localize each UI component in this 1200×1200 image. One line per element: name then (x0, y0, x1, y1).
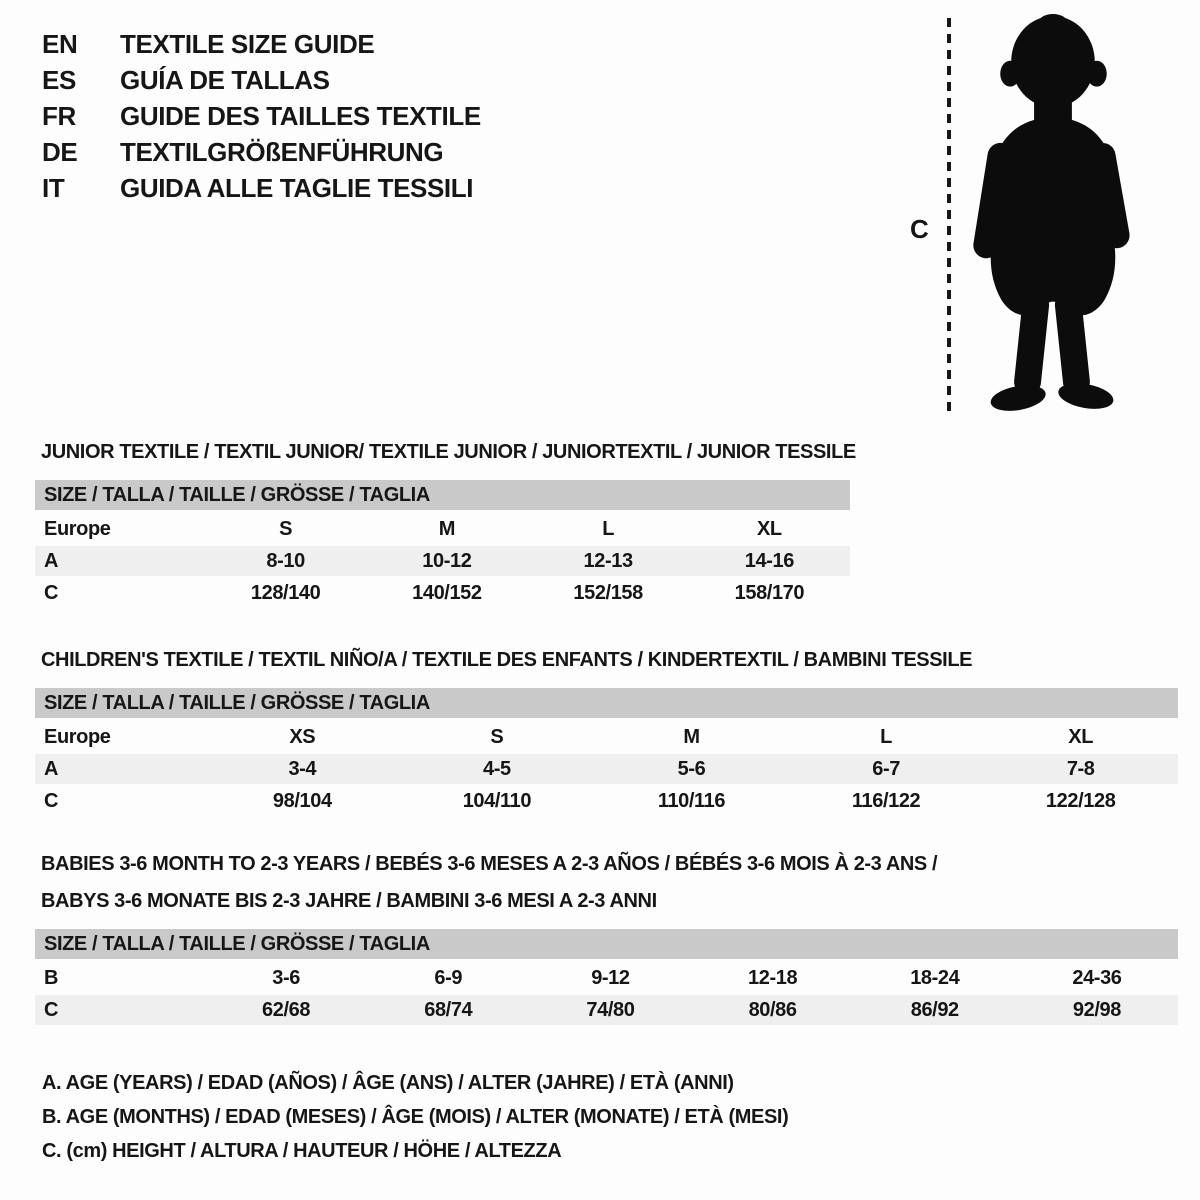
table-row (35, 786, 1178, 816)
section-heading (35, 846, 1178, 920)
row-label: A (44, 758, 59, 780)
legend-line: B. AGE (MONTHS) / EDAD (MESES) / ÂGE (MOIS) / ALTER (MONATE) / ETÀ (MESI) (42, 1106, 789, 1128)
language-row (42, 170, 481, 206)
language-title: TEXTILGRÖßENFÜHRUNG (120, 137, 444, 167)
size-value: 3-4 (288, 758, 317, 780)
size-value: 18-24 (910, 967, 960, 989)
size-value: 74/80 (586, 999, 635, 1021)
table-row (35, 963, 1178, 993)
toddler-silhouette-icon (955, 10, 1147, 418)
size-header-bar (35, 929, 1178, 959)
size-value: 92/98 (1072, 999, 1121, 1021)
size-header-label: SIZE / TALLA / TAILLE / GRÖSSE / TAGLIA (44, 933, 430, 955)
table-heading-line: CHILDREN'S TEXTILE / TEXTIL NIÑO/A / TEXTILE DES ENFANTS / KINDERTEXTIL / BAMBINI TESSILE (41, 649, 973, 671)
size-value: 122/128 (1045, 790, 1116, 812)
measurement-legend (42, 1066, 788, 1168)
row-label: B (44, 967, 59, 989)
size-value: L (880, 726, 892, 748)
size-value: 5-6 (677, 758, 706, 780)
size-value: M (683, 726, 700, 748)
size-value: S (490, 726, 504, 748)
language-code: FR (42, 101, 76, 131)
size-value: 12-13 (583, 550, 633, 572)
language-title: TEXTILE SIZE GUIDE (120, 29, 375, 59)
table-row (35, 546, 850, 576)
language-code: DE (42, 137, 78, 167)
size-value: 110/116 (657, 790, 726, 812)
size-value: 62/68 (262, 999, 311, 1021)
height-measure-line (947, 18, 951, 416)
size-value: 10-12 (422, 550, 472, 572)
size-value: 9-12 (591, 967, 630, 989)
size-value: 6-7 (872, 758, 900, 780)
table-row (35, 514, 850, 544)
size-value: 68/74 (424, 999, 473, 1021)
row-label: C (44, 582, 59, 604)
size-value: 152/158 (573, 582, 643, 604)
size-value: 14-16 (744, 550, 794, 572)
size-value: 4-5 (483, 758, 511, 780)
size-value: 12-18 (748, 967, 798, 989)
size-value: 8-10 (266, 550, 305, 572)
size-value: XS (289, 726, 316, 748)
language-code: ES (42, 65, 76, 95)
size-value: 24-36 (1072, 967, 1122, 989)
size-value: 80/86 (748, 999, 797, 1021)
height-measure-label: C (910, 214, 929, 244)
table-heading-line: BABYS 3-6 MONATE BIS 2-3 JAHRE / BAMBINI 3-6 MESI A 2-3 ANNI (41, 890, 657, 912)
language-row (42, 62, 481, 98)
row-label: C (44, 999, 59, 1021)
size-header-bar (35, 480, 850, 510)
table-rows (35, 514, 850, 608)
language-row (42, 98, 481, 134)
section-heading (35, 642, 1178, 679)
size-value: 158/170 (734, 582, 805, 604)
language-title: GUIDA ALLE TAGLIE TESSILI (120, 173, 474, 203)
language-title: GUIDE DES TAILLES TEXTILE (120, 101, 481, 131)
size-value: 116/122 (851, 790, 921, 812)
babies-textile-section (35, 846, 1178, 1027)
table-rows (35, 722, 1178, 816)
size-value: XL (756, 518, 782, 540)
language-code: IT (42, 173, 65, 203)
section-heading (35, 434, 856, 471)
size-header-label: SIZE / TALLA / TAILLE / GRÖSSE / TAGLIA (44, 692, 430, 714)
size-value: 128/140 (250, 582, 321, 604)
table-row (35, 995, 1178, 1025)
language-title: GUÍA DE TALLAS (120, 65, 330, 95)
language-title-list (42, 26, 481, 206)
table-rows (35, 963, 1178, 1025)
table-row (35, 722, 1178, 752)
childrens-textile-section (35, 642, 1178, 818)
size-value: 86/92 (910, 999, 959, 1021)
size-value: 104/110 (462, 790, 532, 812)
row-label: Europe (44, 726, 111, 748)
language-row (42, 134, 481, 170)
junior-textile-section (35, 434, 856, 610)
table-heading-line: BABIES 3-6 MONTH TO 2-3 YEARS / BEBÉS 3-6 MESES A 2-3 AÑOS / BÉBÉS 3-6 MOIS À 2-3 ANS / (41, 853, 938, 875)
size-header-label: SIZE / TALLA / TAILLE / GRÖSSE / TAGLIA (44, 484, 430, 506)
size-value: 98/104 (272, 790, 332, 812)
table-row (35, 578, 850, 608)
table-row (35, 754, 1178, 784)
size-value: 6-9 (434, 967, 463, 989)
legend-line: A. AGE (YEARS) / EDAD (AÑOS) / ÂGE (ANS) / ALTER (JAHRE) / ETÀ (ANNI) (42, 1072, 734, 1094)
row-label: C (44, 790, 59, 812)
size-value: 3-6 (272, 967, 300, 989)
size-value: XL (1068, 726, 1094, 748)
legend-line: C. (cm) HEIGHT / ALTURA / HAUTEUR / HÖHE / ALTEZZA (42, 1140, 562, 1162)
language-code: EN (42, 29, 78, 59)
size-header-bar (35, 688, 1178, 718)
row-label: Europe (44, 518, 111, 540)
language-row (42, 26, 481, 62)
size-value: S (279, 518, 293, 540)
size-value: L (602, 518, 615, 540)
table-heading-line: JUNIOR TEXTILE / TEXTIL JUNIOR/ TEXTILE JUNIOR / JUNIORTEXTIL / JUNIOR TESSILE (41, 441, 856, 463)
size-value: 140/152 (412, 582, 482, 604)
size-value: 7-8 (1066, 758, 1095, 780)
size-value: M (438, 518, 455, 540)
row-label: A (44, 550, 59, 572)
